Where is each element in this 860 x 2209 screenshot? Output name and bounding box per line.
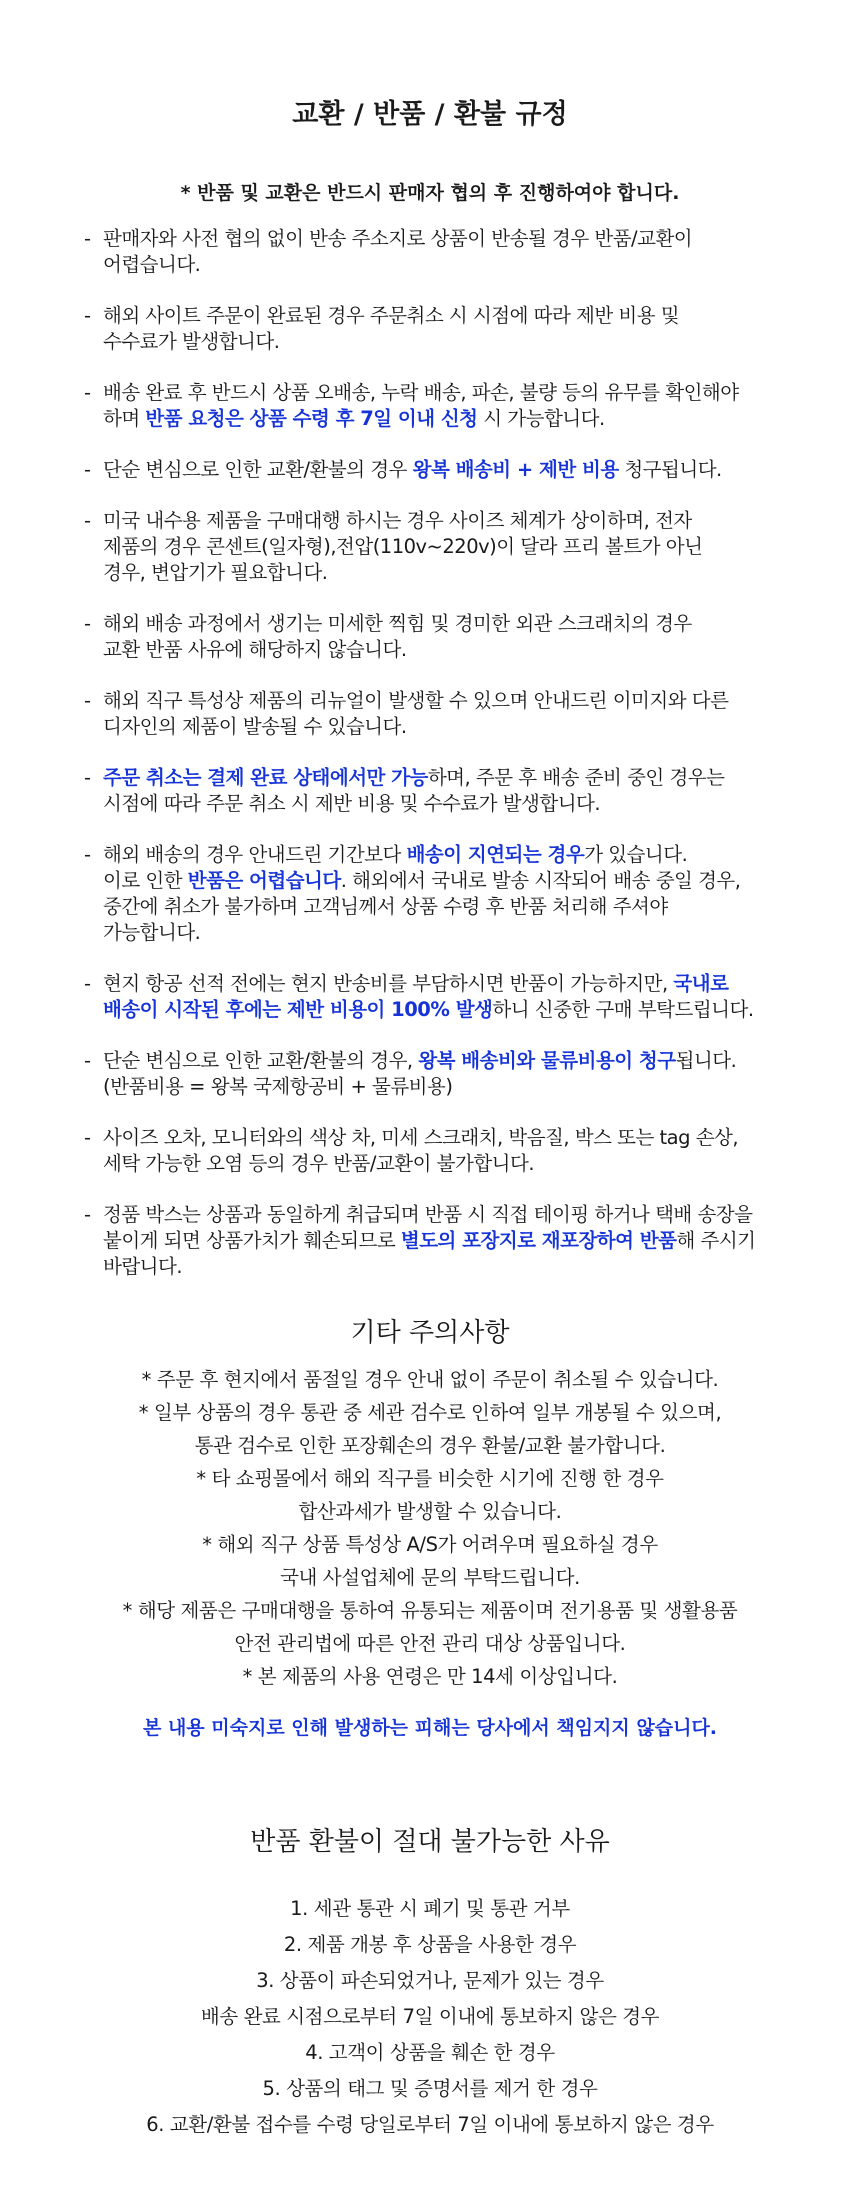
rule-line [103,508,784,534]
rule-line [103,406,784,432]
rule-bullet: - [84,227,91,250]
rule-text: 해외 배송의 경우 안내드린 기간보다 [103,843,407,866]
rule-text: 디자인의 제품이 발송될 수 있습니다. [103,715,407,738]
policy-rule-item [84,611,784,663]
rule-text: 이로 인한 [103,869,188,892]
rule-bullet: - [84,843,91,866]
rule-text: 가 있습니다. [584,843,688,866]
rule-text: (반품비용 = 왕복 국제항공비 + 물류비용) [103,1075,453,1098]
policy-rule-item [84,971,784,1023]
no-refund-reason-line: 6. 교환/환불 접수를 수령 당일로부터 7일 이내에 통보하지 않은 경우 [146,2113,714,2136]
disclaimer-text: 본 내용 미숙지로 인해 발생하는 피해는 당사에서 책임지지 않습니다. [142,1717,718,1739]
rule-text: 해 주시기 [676,1229,756,1252]
policy-rule-item [84,508,784,586]
rule-line [103,842,784,868]
rule-text: 단순 변심으로 인한 교환/환불의 경우, [103,1049,419,1072]
rule-bullet: - [84,1126,91,1149]
notice-text: * 반품 및 교환은 반드시 판매자 협의 후 진행하여야 합니다. [180,182,680,204]
rule-line [103,457,784,483]
page-title: 교환 / 반품 / 환불 규정 [292,99,568,130]
rule-line [103,637,784,663]
rule-line [103,303,784,329]
rule-text: 시점에 따라 주문 취소 시 제반 비용 및 수수료가 발생합니다. [103,792,601,815]
rule-line [103,329,784,355]
rule-bullet: - [84,612,91,635]
rule-highlight-text: 반품은 어렵습니다 [187,869,341,892]
etc-note-line: 합산과세가 발생할 수 있습니다. [298,1500,562,1523]
rule-text: 해외 배송 과정에서 생기는 미세한 찍힘 및 경미한 외관 스크래치의 경우 [103,612,692,635]
no-refund-reason-line: 3. 상품이 파손되었거나, 문제가 있는 경우 [256,1969,604,1992]
rule-text: 세탁 가능한 오염 등의 경우 반품/교환이 불가합니다. [103,1152,535,1175]
no-refund-reason-line: 2. 제품 개봉 후 상품을 사용한 경우 [283,1933,577,1956]
rule-line [103,534,784,560]
etc-note-line: * 해외 직구 상품 특성상 A/S가 어려우며 필요하실 경우 [202,1533,658,1556]
rule-text: 중간에 취소가 불가하며 고객님께서 상품 수령 후 반품 처리해 주셔야 [103,895,668,918]
rule-line [103,997,784,1023]
rule-line [103,1254,784,1280]
etc-note-line: 통관 검수로 인한 포장훼손의 경우 환불/교환 불가합니다. [194,1434,666,1457]
rule-text: 하니 신중한 구매 부탁드립니다. [492,998,754,1021]
policy-rule-item [84,1125,784,1177]
rule-text: 해외 사이트 주문이 완료된 경우 주문취소 시 시점에 따라 제반 비용 및 [103,304,680,327]
rule-line [103,1074,784,1100]
rule-text: 경우, 변압기가 필요합니다. [103,561,328,584]
rule-line [103,971,784,997]
rule-line [103,611,784,637]
rule-text: 하며, 주문 후 배송 준비 중인 경우는 [427,766,725,789]
rule-text: 붙이게 되면 상품가치가 훼손되므로 [103,1229,401,1252]
rule-text: 제품의 경우 콘센트(일자형),전압(110v~220v)이 달라 프리 볼트가 아닌 [103,535,703,558]
rule-bullet: - [84,1203,91,1226]
policy-rule-item [84,303,784,355]
rule-highlight-text: 별도의 포장지로 재포장하여 반품 [400,1229,677,1252]
rule-bullet: - [84,381,91,404]
rule-line [103,791,784,817]
rule-text: 단순 변심으로 인한 교환/환불의 경우 [103,458,413,481]
no-refund-reason-line: 4. 고객이 상품을 훼손 한 경우 [305,2041,555,2064]
rule-bullet: - [84,1049,91,1072]
rule-highlight-text: 반품 요청은 상품 수령 후 7일 이내 신청 [145,407,478,430]
rule-text: . 해외에서 국내로 발송 시작되어 배송 중일 경우, [340,869,741,892]
rule-bullet: - [84,766,91,789]
rule-bullet: - [84,972,91,995]
rule-text: 됩니다. [675,1049,737,1072]
rule-text: 현지 항공 선적 전에는 현지 반송비를 부담하시면 반품이 가능하지만, [103,972,674,995]
rule-line [103,560,784,586]
etc-note-line: 안전 관리법에 따른 안전 관리 대상 상품입니다. [234,1632,626,1655]
rule-text: 정품 박스는 상품과 동일하게 취급되며 반품 시 직접 테이핑 하거나 택배 송장을 [103,1203,753,1226]
rule-highlight-text: 왕복 배송비 + 제반 비용 [412,458,619,481]
no-refund-reason-line: 배송 완료 시점으로부터 7일 이내에 통보하지 않은 경우 [200,2005,660,2028]
no-refund-section-title: 반품 환불이 절대 불가능한 사유 [250,1827,610,1857]
policy-rule-item [84,688,784,740]
policy-rule-item [84,765,784,817]
rule-line [103,688,784,714]
rule-highlight-text: 배송이 시작된 후에는 제반 비용이 100% 발생 [103,998,493,1021]
policy-rule-list [84,226,784,1305]
rule-text: 수수료가 발생합니다. [103,330,280,353]
rule-line [103,380,784,406]
rule-text: 사이즈 오차, 모니터와의 색상 차, 미세 스크래치, 박음질, 박스 또는 tag 손상, [103,1126,739,1149]
no-refund-reason-line: 5. 상품의 태그 및 증명서를 제거 한 경우 [262,2077,598,2100]
rule-line [103,1202,784,1228]
rule-line [103,1228,784,1254]
etc-note-line: * 본 제품의 사용 연령은 만 14세 이상입니다. [242,1665,618,1688]
rule-text: 어렵습니다. [103,253,201,276]
rule-text: 하며 [103,407,146,430]
etc-note-line: 국내 사설업체에 문의 부탁드립니다. [280,1566,580,1589]
no-refund-reasons [0,1891,860,2143]
rule-line [103,252,784,278]
rule-line [103,868,784,894]
rule-text: 배송 완료 후 반드시 상품 오배송, 누락 배송, 파손, 불량 등의 유무를 확인해야 [103,381,739,404]
rule-text: 교환 반품 사유에 해당하지 않습니다. [103,638,407,661]
rule-line [103,920,784,946]
etc-note-line: * 해당 제품은 구매대행을 통하여 유통되는 제품이며 전기용품 및 생활용품 [122,1599,738,1622]
rule-line [103,765,784,791]
policy-rule-item [84,1048,784,1100]
policy-rule-item [84,1202,784,1280]
rule-line [103,1125,784,1151]
policy-rule-item [84,380,784,432]
rule-text: 가능합니다. [103,921,201,944]
rule-highlight-text: 왕복 배송비와 물류비용이 청구 [418,1049,676,1072]
rule-line [103,894,784,920]
rule-text: 판매자와 사전 협의 없이 반송 주소지로 상품이 반송될 경우 반품/교환이 [103,227,693,250]
policy-rule-item [84,457,784,483]
policy-rule-item [84,226,784,278]
policy-rule-item [84,842,784,946]
rule-highlight-text: 배송이 지연되는 경우 [406,843,585,866]
rule-text: 해외 직구 특성상 제품의 리뉴얼이 발생할 수 있으며 안내드린 이미지와 다른 [103,689,729,712]
rule-highlight-text: 주문 취소는 결제 완료 상태에서만 가능 [103,766,428,789]
rule-text: 시 가능합니다. [477,407,605,430]
etc-note-line: * 주문 후 현지에서 품절일 경우 안내 없이 주문이 취소될 수 있습니다. [141,1368,719,1391]
rule-text: 미국 내수용 제품을 구매대행 하시는 경우 사이즈 체계가 상이하며, 전자 [103,509,692,532]
rule-line [103,1048,784,1074]
rule-bullet: - [84,689,91,712]
rule-bullet: - [84,458,91,481]
rule-line [103,1151,784,1177]
no-refund-reason-line: 1. 세관 통관 시 폐기 및 통관 거부 [290,1897,570,1920]
rule-highlight-text: 국내로 [673,972,729,995]
rule-text: 바랍니다. [103,1255,183,1278]
rule-bullet: - [84,509,91,532]
etc-note-line: * 일부 상품의 경우 통관 중 세관 검수로 인하여 일부 개봉될 수 있으며, [138,1401,722,1424]
rule-text: 청구됩니다. [618,458,722,481]
etc-notes [0,1363,860,1693]
rule-bullet: - [84,304,91,327]
etc-section-title: 기타 주의사항 [350,1318,510,1348]
etc-note-line: * 타 쇼핑몰에서 해외 직구를 비슷한 시기에 진행 한 경우 [196,1467,664,1490]
rule-line [103,714,784,740]
rule-line [103,226,784,252]
